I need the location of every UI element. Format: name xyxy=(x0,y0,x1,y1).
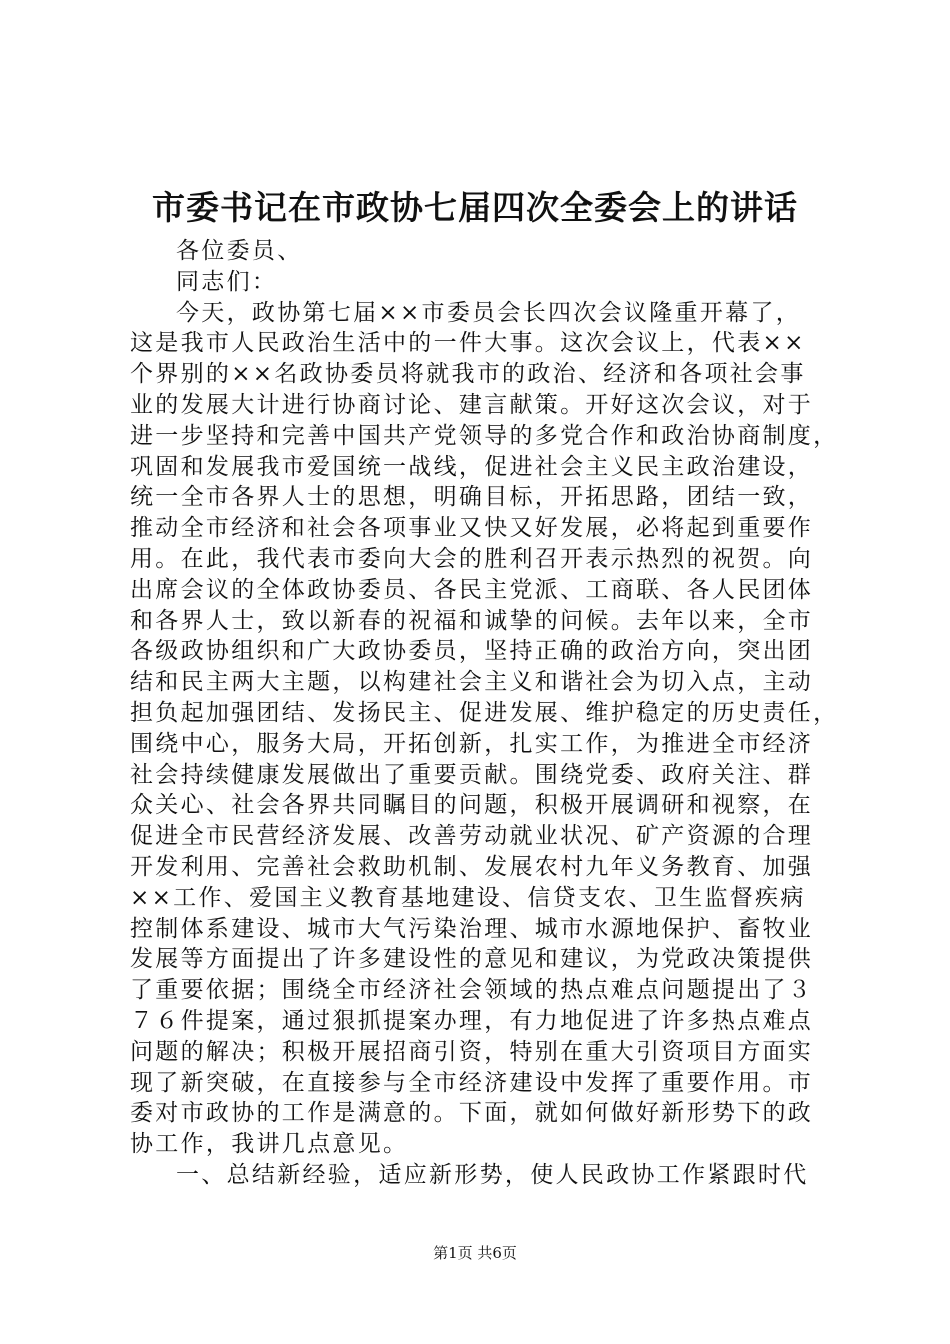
paragraph-line: 了重要依据；围绕全市经济社会领域的热点难点问题提出了３ xyxy=(130,977,814,1004)
paragraph-line: 和各界人士，致以新春的祝福和诚挚的问候。去年以来，全市 xyxy=(130,607,814,634)
paragraph-line: 众关心、社会各界共同瞩目的问题，积极开展调研和视察，在 xyxy=(130,792,814,819)
paragraph-line: 委对市政协的工作是满意的。下面，就如何做好新形势下的政 xyxy=(130,1100,814,1127)
paragraph-line: 统一全市各界人士的思想，明确目标，开拓思路，团结一致， xyxy=(130,484,814,511)
paragraph-line: 协工作，我讲几点意见。 xyxy=(130,1131,409,1158)
paragraph-line: 用。在此，我代表市委向大会的胜利召开表示热烈的祝贺。向 xyxy=(130,545,814,572)
paragraph-line: 个界别的××名政协委员将就我市的政治、经济和各项社会事 xyxy=(130,361,806,388)
paragraph-line: 出席会议的全体政协委员、各民主党派、工商联、各人民团体 xyxy=(130,576,814,603)
paragraph-line: 控制体系建设、城市大气污染治理、城市水源地保护、畜牧业 xyxy=(130,915,814,942)
section-heading-line: 一、总结新经验，适应新形势，使人民政协工作紧跟时代 xyxy=(176,1161,809,1188)
page-number-footer: 第1页 共6页 xyxy=(433,1244,517,1262)
paragraph-line: ××工作、爱国主义教育基地建设、信贷支农、卫生监督疾病 xyxy=(130,884,806,911)
paragraph-line: 巩固和发展我市爱国统一战线，促进社会主义民主政治建设， xyxy=(130,453,814,480)
paragraph-line: 开发利用、完善社会救助机制、发展农村九年义务教育、加强 xyxy=(130,853,814,880)
paragraph-line: 担负起加强团结、发扬民主、促进发展、维护稳定的历史责任， xyxy=(130,699,839,726)
document-title: 市委书记在市政协七届四次全委会上的讲话 xyxy=(152,188,798,227)
document-body xyxy=(130,236,842,1191)
salutation-line: 同志们： xyxy=(176,268,278,295)
paragraph-line: 促进全市民营经济发展、改善劳动就业状况、矿产资源的合理 xyxy=(130,823,814,850)
paragraph-line: 结和民主两大主题，以构建社会主义和谐社会为切入点，主动 xyxy=(130,669,814,696)
salutation-line: 各位委员、 xyxy=(176,238,303,264)
paragraph-line: 社会持续健康发展做出了重要贡献。围绕党委、政府关注、群 xyxy=(130,761,814,788)
paragraph-line: ７６件提案，通过狠抓提案办理，有力地促进了许多热点难点 xyxy=(130,1007,814,1034)
paragraph-line: 各级政协组织和广大政协委员，坚持正确的政治方向，突出团 xyxy=(130,638,814,665)
paragraph-line: 发展等方面提出了许多建设性的意见和建议，为党政决策提供 xyxy=(130,946,814,973)
paragraph-line: 这是我市人民政治生活中的一件大事。这次会议上，代表×× xyxy=(130,330,806,357)
paragraph-line: 现了新突破，在直接参与全市经济建设中发挥了重要作用。市 xyxy=(130,1069,814,1096)
paragraph-line: 业的发展大计进行协商讨论、建言献策。开好这次会议，对于 xyxy=(130,391,814,418)
paragraph-line: 进一步坚持和完善中国共产党领导的多党合作和政治协商制度， xyxy=(130,422,839,449)
paragraph-line: 围绕中心，服务大局，开拓创新，扎实工作，为推进全市经济 xyxy=(130,730,814,757)
paragraph-line: 问题的解决；积极开展招商引资，特别在重大引资项目方面实 xyxy=(130,1038,814,1065)
paragraph-line: 今天，政协第七届××市委员会长四次会议隆重开幕了， xyxy=(176,299,802,326)
paragraph-line: 推动全市经济和社会各项事业又快又好发展，必将起到重要作 xyxy=(130,515,814,542)
